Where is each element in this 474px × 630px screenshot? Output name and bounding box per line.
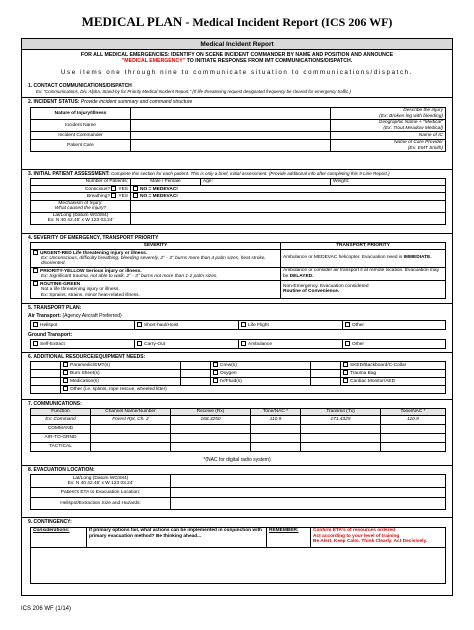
ground-opt-selfextract	[31, 340, 135, 349]
label-patient-care: Patient Care	[31, 140, 131, 152]
crew-label: Crew(s)	[220, 363, 237, 369]
air-transport-label: Air Transport:	[28, 313, 62, 319]
considerations-label: Considerations:	[31, 528, 87, 548]
divider	[22, 169, 452, 170]
input-nature[interactable]	[131, 108, 331, 120]
s1-note: Ex: "Communications, Div. Alpha, Stand-by for Priority Medical Incident Report." (If life threatening request designated frequency be cleared for emergency traffic.)	[36, 89, 351, 94]
label-latlong	[31, 212, 131, 224]
comm-cell[interactable]	[251, 443, 301, 452]
res-qty[interactable]	[311, 370, 341, 378]
res-qty[interactable]	[31, 362, 61, 370]
res-other-label: Other (i.e. splints, rope rescue, wheeled litter)	[70, 387, 167, 393]
urgent-priority-bold: IMMEDIATE.	[403, 255, 432, 261]
input-latlong[interactable]	[131, 212, 446, 224]
res-qty[interactable]	[311, 378, 341, 386]
remember-line-3: Be Alert. Keep Calm. Think Clearly. Act Decisively.	[313, 539, 428, 544]
label-mechanism	[31, 200, 131, 212]
priority-priority-bold: DELAYED.	[289, 273, 314, 279]
severity-urgent	[31, 249, 281, 267]
res-cardiac	[341, 378, 446, 386]
remember-label: REMEMBER:	[267, 528, 311, 548]
comm-footnote: *(NAC for digital radio system)	[203, 457, 271, 463]
burn-checkbox[interactable]	[63, 370, 68, 375]
comm-cell[interactable]	[251, 434, 301, 443]
iv-label: IV/Fluid(s)	[220, 379, 242, 385]
comm-col-channel: Channel Name/Number	[91, 409, 171, 416]
mechanism-label: Mechanism of Injury:	[58, 200, 103, 206]
remember-line-1: Confirm ETA's of resources ordered	[313, 528, 396, 533]
divider	[22, 97, 452, 98]
comm-cell[interactable]	[301, 443, 381, 452]
latlong-label: Lat/Long (Datum WGS84)	[52, 212, 109, 218]
air-other-checkbox[interactable]	[345, 322, 350, 327]
ground-transport-table	[30, 339, 446, 349]
evacuation-table	[30, 474, 446, 510]
s6-title: 6. ADDITIONAL RESOURCE/EQUIPMENT NEEDS:	[28, 354, 146, 360]
evac-helispot-input[interactable]	[171, 498, 446, 510]
label-no-medevac: NO = MEDEVAC!	[140, 186, 178, 192]
col-transport-priority: TRANSPORT PRIORITY	[281, 243, 446, 250]
res-paramedic	[61, 362, 181, 370]
priority-label: PRIORITY-YELLOW Serious injury or illness.	[40, 268, 142, 274]
hint-nature: Describe the injury (Ex: Broken leg with bleeding)	[331, 108, 446, 120]
breathing-no-checkbox[interactable]	[133, 193, 138, 198]
medication-label: Medication(s)	[70, 379, 99, 385]
divider	[22, 399, 452, 400]
comm-cell[interactable]	[381, 443, 446, 452]
res-qty[interactable]	[31, 386, 61, 394]
form-footer: ICS 206 WF (1/14)	[21, 606, 72, 612]
comm-col-function: Function	[31, 409, 91, 416]
form-frame	[21, 38, 453, 596]
comm-cell[interactable]	[381, 425, 446, 434]
priority-priority-text: Ambulance or consider air transport if at remote location. Evacuation may be	[283, 268, 439, 279]
priority-routine	[281, 280, 446, 298]
comm-col-tx-tone: Tone/NAC *	[381, 409, 446, 416]
remember-line-2: Act according to your level of training	[313, 533, 400, 539]
oxygen-label: Oxygen	[220, 371, 237, 377]
sked-checkbox[interactable]	[343, 362, 348, 367]
communications-table	[30, 408, 446, 452]
s5-title: 5. TRANSPORT PLAN:	[28, 305, 82, 311]
comm-airtoground-label: AIR-TO-GRND	[31, 434, 91, 443]
ground-opt-other	[343, 340, 446, 349]
evac-eta-input[interactable]	[171, 488, 446, 498]
intro-instruction: Use items one through nine to communicate situation to communications/dispatch.	[60, 69, 414, 76]
routine-priority-text: Non-Emergency. Evacuation considered	[283, 283, 369, 289]
input-incident-name[interactable]	[131, 120, 331, 132]
sked-label: SKED/Backboard/C-Collar	[350, 363, 407, 369]
evac-helispot-label: Helispot/Extraction Size and Hazards:	[31, 498, 171, 510]
page-title	[0, 14, 474, 30]
carryout-label: Carry-Out	[144, 341, 166, 347]
res-iv	[211, 378, 311, 386]
shorthaul-checkbox[interactable]	[137, 322, 142, 327]
res-qty[interactable]	[181, 378, 211, 386]
label-yes: YES	[118, 186, 128, 192]
urgent-detail: Ex: Unconscious, difficulty breathing, bleeding severely, 2° - 3° burns more than 4 palm sizes, heat stroke, disoriented.	[41, 255, 266, 267]
contingency-notes-input[interactable]	[31, 548, 446, 584]
hint-incident-name: Geographic Name + "Medical" (Ex: Trout Meadow Medical)	[331, 120, 446, 132]
air-opt-helispot	[31, 321, 135, 330]
ground-opt-ambulance	[239, 340, 343, 349]
intro-line-2	[22, 58, 452, 64]
res-medication	[61, 378, 181, 386]
comm-cell[interactable]	[171, 425, 251, 434]
routine-label: ROUTINE-GREEN	[40, 281, 81, 287]
routine-priority-bold: Routine of Convenience.	[283, 289, 340, 295]
res-sked	[341, 362, 446, 370]
comm-cell[interactable]	[301, 434, 381, 443]
form-header-bar: Medical Incident Report	[22, 39, 452, 50]
breathing-row	[31, 193, 131, 200]
comm-tactical-label: TACTICAL	[31, 443, 91, 452]
paramedic-label: Paramedic/EMT(s)	[70, 363, 110, 369]
severity-routine	[31, 280, 281, 298]
oxygen-checkbox[interactable]	[213, 370, 218, 375]
comm-command-label: COMMAND	[31, 425, 91, 434]
res-qty[interactable]	[31, 370, 61, 378]
s2-title: 2. INCIDENT STATUS:	[28, 99, 80, 105]
comm-ex-tx-tone: 110.9	[381, 416, 446, 425]
cardiac-label: Cardiac Monitor/AED	[350, 379, 396, 385]
crew-checkbox[interactable]	[213, 362, 218, 367]
trauma-checkbox[interactable]	[343, 370, 348, 375]
comm-ex-rx: 168.3250	[171, 416, 251, 425]
patient-assessment-table	[30, 178, 446, 225]
s2-note: Provide incident summary and command structure	[79, 99, 193, 105]
evac-latlong-label: Lat/Long (Datum WGS84) Ex: N 40 42.45' x W 123 03.24'	[31, 475, 171, 488]
res-oxygen	[211, 370, 311, 378]
severity-table	[30, 242, 446, 299]
air-transport-note: (Agency Aircraft Preferred)	[62, 313, 122, 319]
priority-priority	[281, 267, 446, 280]
s2-heading	[28, 99, 458, 105]
selfextract-checkbox[interactable]	[33, 341, 38, 346]
resources-table	[30, 361, 446, 394]
lifeflight-label: Life Flight	[248, 322, 269, 328]
res-other	[61, 386, 446, 394]
comm-cell[interactable]	[91, 434, 171, 443]
burn-label: Burn Sheet(s)	[70, 371, 100, 377]
s8-title: 8. EVACUATION LOCATION:	[28, 467, 95, 473]
considerations-text: If primary options fail, what actions can be implemented in conjunction with primary evacuation method? Be thinking ahead...	[87, 528, 267, 548]
air-other-label: Other	[352, 322, 364, 328]
comm-ex-tx: 171.4325	[301, 416, 381, 425]
evac-eta-label: Patient's ETA to Evacuation Location:	[31, 488, 171, 498]
label-num-patients: Number of Patients:	[31, 179, 131, 186]
s1-title: 1. CONTACT COMMUNICATIONS/DISPATCH	[28, 83, 132, 89]
comm-cell[interactable]	[91, 443, 171, 452]
remember-text	[311, 528, 446, 548]
air-transport-heading	[28, 313, 458, 319]
air-opt-shorthaul	[135, 321, 239, 330]
comm-cell[interactable]	[171, 443, 251, 452]
res-other-checkbox[interactable]	[63, 386, 68, 391]
form-title: - Medical Incident Report (ICS 206 WF)	[185, 15, 393, 29]
urgent-checkbox[interactable]	[33, 250, 38, 255]
hint-patient-care: Name of Care Provider (Ex: EMT Smith)	[331, 140, 446, 152]
label-weight: Weight:	[331, 179, 446, 186]
routine-checkbox[interactable]	[33, 281, 38, 286]
comm-ex-function: Ex: Command	[31, 416, 91, 425]
intro-line-2-rest: TO INITIATE RESPONSE FROM IMT COMMUNICATIONS/DISPATCH.	[185, 58, 353, 64]
lifeflight-checkbox[interactable]	[241, 322, 246, 327]
helispot-checkbox[interactable]	[33, 322, 38, 327]
input-ic[interactable]	[131, 132, 331, 140]
carryout-checkbox[interactable]	[137, 341, 142, 346]
res-crew	[211, 362, 311, 370]
divider	[22, 352, 452, 353]
medical-emergency-text: "MEDICAL EMERGENCY"	[121, 58, 186, 64]
cardiac-checkbox[interactable]	[343, 378, 348, 383]
ambulance-checkbox[interactable]	[241, 341, 246, 346]
divider	[22, 517, 452, 518]
ground-other-checkbox[interactable]	[345, 341, 350, 346]
intro-line-1: FOR ALL MEDICAL EMERGENCIES: IDENTIFY ON SCENE INCIDENT COMMANDER BY NAME AND POSITION AND ANNOUNCE	[80, 52, 394, 58]
trauma-label: Trauma Bag	[350, 371, 377, 377]
shorthaul-label: Short-haul/Hoist	[144, 322, 179, 328]
res-qty[interactable]	[31, 378, 61, 386]
conscious-yes-checkbox[interactable]	[111, 186, 116, 191]
comm-ex-channel: Forest Rpt, Ch. 2	[91, 416, 171, 425]
incident-status-table	[30, 107, 446, 152]
conscious-row	[31, 186, 131, 193]
label-incident-name: Incident Name	[31, 120, 131, 132]
iv-checkbox[interactable]	[213, 378, 218, 383]
ambulance-label: Ambulance	[248, 341, 272, 347]
input-mechanism[interactable]	[131, 200, 446, 212]
selfextract-label: Self-Extract	[40, 341, 65, 347]
urgent-label: URGENT-RED Life threatening injury or illness.	[40, 250, 148, 256]
hint-ic: Name of IC	[331, 132, 446, 140]
label-no-medevac: NO = MEDEVAC!	[140, 194, 178, 200]
res-qty[interactable]	[181, 370, 211, 378]
res-burn	[61, 370, 181, 378]
divider	[22, 465, 452, 466]
air-opt-lifeflight	[239, 321, 343, 330]
air-opt-other	[343, 321, 446, 330]
latlong-example: Ex: N 40 42.45' x W 123 03.24'	[47, 218, 114, 224]
priority-detail: Ex: Significant trauma, not able to walk, 2° - 3° burns not more than 1-2 palm sizes.	[41, 274, 218, 280]
s4-title: 4. SEVERITY OF EMERGENCY, TRANSPORT PRIORITY	[28, 235, 159, 241]
s3-note: Complete this section for each patient. This is only a brief, initial assessment. (Provide additional info after completing this 9 Line Report.)	[109, 171, 390, 176]
s3-title: 3. INITIAL PATIENT ASSESSMENT:	[28, 171, 110, 177]
comm-cell[interactable]	[251, 425, 301, 434]
comm-ex-rx-tone: 110.9	[251, 416, 301, 425]
air-transport-table	[30, 320, 446, 330]
mechanism-question: What caused the injury?	[54, 206, 107, 212]
comm-cell[interactable]	[91, 425, 171, 434]
label-conscious: Conscious?	[84, 186, 111, 192]
label-age: Age:	[201, 179, 331, 186]
conscious-no-cell	[131, 186, 446, 193]
s9-title: 9. CONTINGENCY:	[28, 519, 72, 525]
urgent-priority-text: Ambulance or MEDEVAC helicopter. Evacuation need is	[283, 255, 404, 261]
s7-title: 7. COMMUNICATIONS:	[28, 401, 82, 407]
routine-detail: Not a life threatening injury or illness. Ex: Sprains, strains, minor heat-related illness.	[41, 287, 140, 298]
col-severity: SEVERITY	[31, 243, 281, 250]
comm-cell[interactable]	[301, 425, 381, 434]
label-nature: Nature of Injury/Illness	[31, 108, 131, 120]
severity-priority	[31, 267, 281, 280]
comm-cell[interactable]	[171, 434, 251, 443]
evac-latlong-input[interactable]	[171, 475, 446, 488]
comm-col-rx-tone: Tone/NAC *	[251, 409, 301, 416]
res-qty[interactable]	[181, 362, 211, 370]
helispot-label: Helispot	[40, 322, 58, 328]
input-patient-care[interactable]	[131, 140, 331, 152]
medication-checkbox[interactable]	[63, 378, 68, 383]
ground-transport-label: Ground Transport:	[28, 332, 73, 338]
label-ic: Incident Commander	[31, 132, 131, 140]
comm-col-tx: Transmit (Tx)	[301, 409, 381, 416]
comm-col-rx: Receive (Rx)	[171, 409, 251, 416]
priority-urgent	[281, 249, 446, 267]
ground-opt-carryout	[135, 340, 239, 349]
divider	[22, 233, 452, 234]
res-trauma	[341, 370, 446, 378]
label-male-female: Male / Female	[131, 179, 201, 186]
paramedic-checkbox[interactable]	[63, 362, 68, 367]
s3-heading	[28, 171, 458, 177]
ground-other-label: Other	[352, 341, 364, 347]
breathing-no-cell	[131, 193, 446, 200]
label-breathing: Breathing?	[86, 194, 111, 200]
contingency-table	[30, 527, 446, 584]
label-yes: YES	[118, 194, 128, 200]
breathing-yes-checkbox[interactable]	[111, 193, 116, 198]
divider	[22, 303, 452, 304]
comm-cell[interactable]	[381, 434, 446, 443]
res-qty[interactable]	[311, 362, 341, 370]
brand-title: MEDICAL PLAN	[81, 14, 183, 29]
priority-checkbox[interactable]	[33, 268, 38, 273]
conscious-no-checkbox[interactable]	[133, 186, 138, 191]
